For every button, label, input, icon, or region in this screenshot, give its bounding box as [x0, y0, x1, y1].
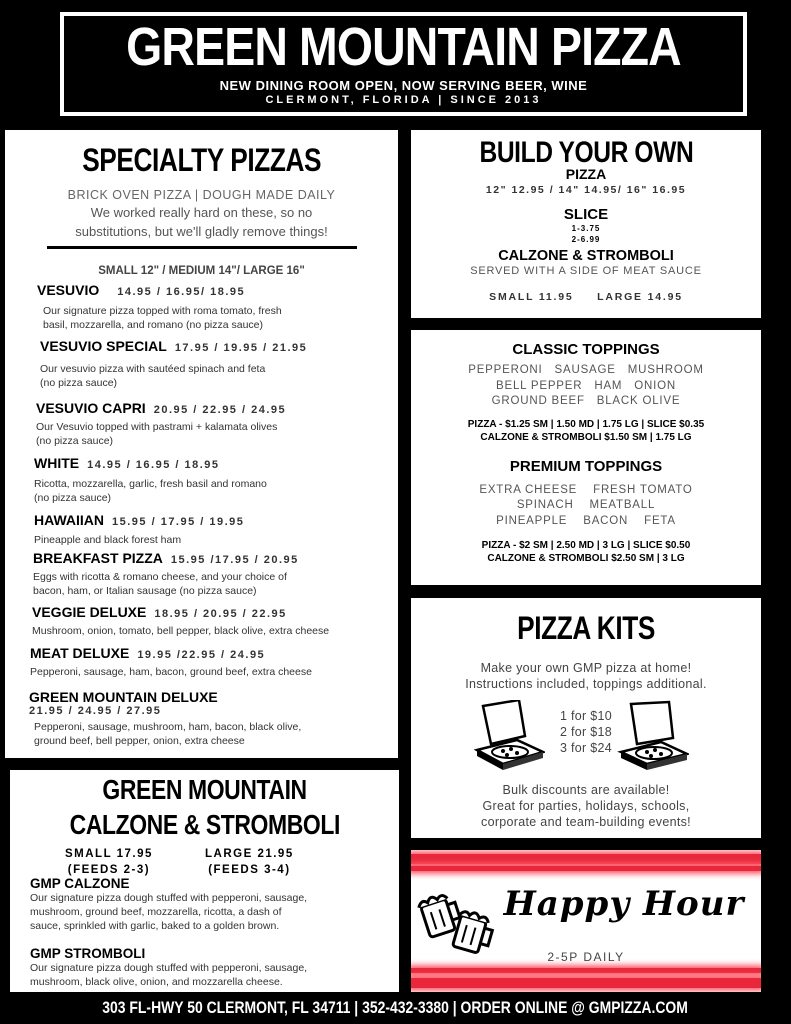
- pizza-item: [5, 338, 398, 390]
- specialty-sizes: SMALL 12" / MEDIUM 14"/ LARGE 16": [98, 265, 305, 277]
- neon-bar-bottom: [411, 978, 761, 988]
- classic-toppings-title: CLASSIC TOPPINGS: [512, 341, 660, 358]
- pizza-item: [5, 400, 398, 448]
- pizza-prices: 14.95 / 16.95 / 18.95: [87, 459, 220, 471]
- pizza-name: VESUVIO CAPRI: [36, 400, 146, 416]
- pizza-desc: Pepperoni, sausage, ham, bacon, ground beef, extra cheese: [30, 666, 312, 678]
- pizza-desc: Our vesuvio pizza with sautéed spinach and feta: [40, 363, 266, 375]
- pizza-item: [5, 604, 398, 638]
- pizza-desc: Our signature pizza topped with roma tomato, fresh: [43, 305, 282, 317]
- premium-toppings-line: EXTRA CHEESE FRESH TOMATO: [479, 483, 693, 496]
- pizza-item: [5, 645, 398, 679]
- happy-hour-title: Happy Hour: [503, 884, 745, 924]
- kits-title: PIZZA KITS: [517, 610, 655, 646]
- pizza-prices: 19.95 /22.95 / 24.95: [137, 649, 266, 661]
- pizza-desc: bacon, ham, or Italian sausage (no pizza sauce): [33, 585, 257, 597]
- pizza-name: MEAT DELUXE: [30, 645, 130, 661]
- build-slice-label: SLICE: [563, 206, 609, 223]
- premium-toppings-line: SPINACH MEATBALL: [516, 499, 656, 511]
- kits-line: Instructions included, toppings additional.: [465, 677, 707, 691]
- pizza-prices: 20.95 / 22.95 / 24.95: [153, 404, 287, 416]
- calzone-small-feeds: (FEEDS 2-3): [67, 864, 151, 876]
- pizza-desc: basil, mozzarella, and romano (no pizza sauce): [43, 319, 264, 331]
- happy-hour-time: 2-5P DAILY: [547, 950, 625, 964]
- pizza-desc: Eggs with ricotta & romano cheese, and your choice of: [33, 571, 287, 583]
- pizza-desc: (no pizza sauce): [34, 492, 112, 504]
- stromboli-item: [30, 946, 389, 989]
- premium-toppings-price: PIZZA - $2 SM | 2.50 MD | 3 LG | SLICE $0.50: [481, 540, 691, 551]
- pizza-item: [5, 550, 398, 598]
- pizza-name: BREAKFAST PIZZA: [33, 550, 163, 566]
- happy-hour-panel: [411, 850, 761, 992]
- pizza-item: [5, 455, 398, 505]
- classic-toppings-line: PEPPERONI SAUSAGE MUSHROOM: [468, 364, 704, 376]
- pizza-prices: 18.95 / 20.95 / 22.95: [154, 608, 287, 620]
- calzone-small-size: [65, 846, 153, 878]
- pizza-item: [5, 282, 398, 332]
- specialty-desc-line1: We worked really hard on these, so no: [90, 205, 313, 220]
- classic-toppings-line: BELL PEPPER HAM ONION: [496, 379, 676, 392]
- pizza-desc: ground beef, bell pepper, onion, extra cheese: [34, 735, 245, 747]
- premium-toppings-price: CALZONE & STROMBOLI $2.50 SM | 3 LG: [487, 553, 685, 564]
- kits-bulk-line: Great for parties, holidays, schools,: [482, 799, 690, 813]
- pizza-desc: (no pizza sauce): [40, 377, 118, 389]
- classic-toppings-line: GROUND BEEF BLACK OLIVE: [491, 395, 681, 407]
- kits-bulk-line: corporate and team-building events!: [481, 815, 691, 829]
- pizza-name: HAWAIIAN: [34, 512, 104, 528]
- build-pizza-prices: 12" 12.95 / 14" 14.95/ 16" 16.95: [485, 184, 687, 196]
- toppings-panel: [411, 330, 761, 585]
- build-title: BUILD YOUR OWN: [479, 136, 693, 169]
- header-banner: [60, 12, 747, 116]
- pizza-prices: 21.95 / 24.95 / 27.95: [29, 705, 162, 717]
- neon-bar-top-thin: [411, 866, 761, 871]
- build-calzone-note: SERVED WITH A SIDE OF MEAT SAUCE: [470, 265, 702, 277]
- pizza-desc: Pineapple and black forest ham: [34, 534, 182, 546]
- pizza-name: GREEN MOUNTAIN DELUXE: [29, 689, 218, 705]
- footer-contact: 303 FL-HWY 50 CLERMONT, FL 34711 | 352-432-3380 | ORDER ONLINE @ GMPIZZA.COM: [102, 998, 689, 1017]
- calzone-title-line2: CALZONE & STROMBOLI: [69, 809, 340, 840]
- build-slice-price-1: 1-3.75: [571, 224, 601, 233]
- calzone-item-desc: mushroom, ground beef, mozzarella, ricotta, a dash of: [30, 906, 282, 918]
- pizza-box-icon: [473, 700, 545, 770]
- footer: [0, 995, 791, 1021]
- pizza-prices: 14.95 / 16.95/ 18.95: [117, 286, 246, 298]
- calzone-large-size: [205, 846, 294, 878]
- pizza-desc: Mushroom, onion, tomato, bell pepper, black olive, extra cheese: [32, 625, 330, 637]
- pizza-box-icon: [617, 700, 689, 770]
- calzone-title-line1: GREEN MOUNTAIN: [102, 774, 307, 805]
- classic-toppings-price: CALZONE & STROMBOLI $1.50 SM | 1.75 LG: [480, 431, 692, 443]
- kits-price: 1 for $10: [559, 709, 613, 723]
- pizza-desc: Pepperoni, sausage, mushroom, ham, bacon, black olive,: [34, 721, 302, 733]
- build-calzone-prices: SMALL 11.95 LARGE 14.95: [489, 291, 683, 303]
- kits-prices: [551, 708, 621, 756]
- beer-mugs-icon: [417, 888, 495, 958]
- pizza-desc: Our Vesuvio topped with pastrami + kalamata olives: [36, 421, 278, 433]
- header-location: CLERMONT, FLORIDA | SINCE 2013: [265, 94, 542, 106]
- restaurant-title: GREEN MOUNTAIN PIZZA: [126, 17, 681, 77]
- pizza-desc: Ricotta, mozzarella, garlic, fresh basil and romano: [34, 478, 267, 490]
- specialty-pizzas-panel: [5, 130, 398, 758]
- pizza-item: [5, 512, 398, 547]
- pizza-name: VESUVIO SPECIAL: [40, 338, 167, 354]
- specialty-tagline: BRICK OVEN PIZZA | DOUGH MADE DAILY: [67, 188, 336, 202]
- premium-toppings-title: PREMIUM TOPPINGS: [509, 457, 663, 475]
- calzone-item-desc: mushroom, black olive, onion, and mozzarella cheese.: [30, 976, 283, 988]
- pizza-prices: 17.95 / 19.95 / 21.95: [174, 342, 308, 354]
- calzone-large-feeds: (FEEDS 3-4): [208, 864, 291, 876]
- calzone-item-desc: Our signature pizza dough stuffed with pepperoni, sausage,: [30, 892, 308, 904]
- kits-offer: [411, 700, 761, 778]
- neon-bar-top: [411, 854, 761, 864]
- calzone-item: [30, 876, 389, 933]
- classic-toppings-price: PIZZA - $1.25 SM | 1.50 MD | 1.75 LG | SLICE $0.35: [467, 418, 705, 430]
- pizza-desc: (no pizza sauce): [36, 435, 114, 447]
- pizza-prices: 15.95 /17.95 / 20.95: [170, 554, 299, 566]
- kits-price: 2 for $18: [559, 725, 613, 739]
- specialty-desc-line2: substitutions, but we'll gladly remove things!: [75, 224, 328, 239]
- calzone-item-desc: Our signature pizza dough stuffed with pepperoni, sausage,: [30, 962, 308, 974]
- kits-bulk-line: Bulk discounts are available!: [502, 783, 670, 797]
- build-pizza-label: PIZZA: [565, 166, 607, 182]
- pizza-name: VEGGIE DELUXE: [32, 604, 147, 620]
- neon-bar-bottom-thin: [411, 968, 761, 973]
- pizza-prices: 15.95 / 17.95 / 19.95: [112, 516, 245, 528]
- build-slice-price-2: 2-6.99: [571, 235, 601, 244]
- pizza-item-gmd: [5, 689, 398, 748]
- build-your-own-panel: [411, 130, 761, 318]
- calzone-item-desc: sauce, sprinkled with garlic, baked to a golden brown.: [30, 920, 280, 932]
- calzone-large-price: LARGE 21.95: [205, 848, 294, 860]
- calzone-item-name: GMP CALZONE: [30, 876, 130, 891]
- premium-toppings-line: PINEAPPLE BACON FETA: [496, 514, 676, 527]
- header-subtitle: NEW DINING ROOM OPEN, NOW SERVING BEER, WINE: [219, 78, 588, 93]
- divider: [47, 246, 357, 249]
- pizza-kits-panel: [411, 598, 761, 838]
- calzone-stromboli-panel: [10, 770, 399, 992]
- calzone-small-price: SMALL 17.95: [65, 848, 153, 860]
- kits-price: 3 for $24: [559, 741, 613, 755]
- calzone-item-name: GMP STROMBOLI: [30, 946, 146, 961]
- specialty-title: SPECIALTY PIZZAS: [82, 142, 321, 178]
- pizza-name: VESUVIO: [37, 282, 100, 298]
- pizza-name: WHITE: [34, 455, 80, 471]
- build-calzone-label: CALZONE & STROMBOLI: [498, 248, 674, 264]
- kits-line: Make your own GMP pizza at home!: [480, 661, 692, 675]
